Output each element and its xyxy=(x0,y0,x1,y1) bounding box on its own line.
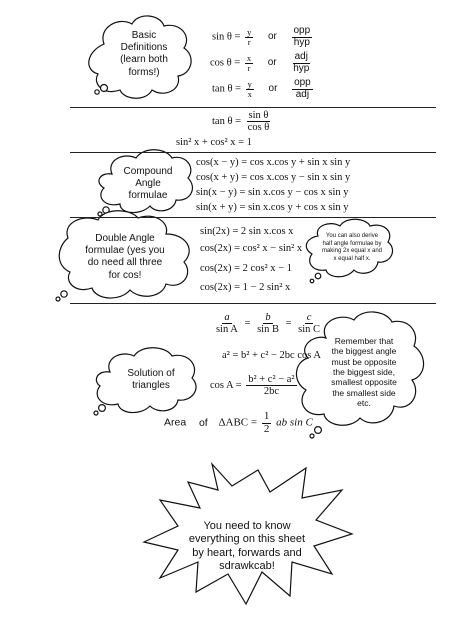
cloud-double-text: Double Angle formulae (yes you do need all three for cos! xyxy=(85,233,165,281)
divider-3 xyxy=(70,217,436,218)
double-formula-4: cos(2x) = 1 − 2 sin² x xyxy=(200,282,291,293)
tan-identity: tan θ = $\frac{\text{sin θ}}{\text{cos θ}}$ xyxy=(212,110,270,134)
divider-4 xyxy=(70,303,436,304)
divider-2 xyxy=(70,152,436,153)
tan-definition: tan θ = $\frac{y}{x}$ or $\frac{\text{opp}}{\text{adj}}$ xyxy=(212,77,311,100)
cloud-basic-bubble-1 xyxy=(101,85,108,92)
cloud-solution-bubble-2 xyxy=(94,411,98,415)
cloud-compound-text: Compound Angle formulae xyxy=(123,166,173,202)
cloud-solution-text: Solution of triangles xyxy=(127,368,175,392)
starburst-text: You need to know everything on this sheet by heart, forwards and sdrawkcab! xyxy=(188,520,306,573)
area-formula: Area of ΔABC = $\frac{1}{2}$ ab sin C xyxy=(164,410,313,435)
cloud-basic-bubble-2 xyxy=(95,90,99,94)
cosine-rule: a² = b² + c² − 2bc cos A xyxy=(222,350,321,361)
cloud-double-bubble-1 xyxy=(61,291,67,297)
compound-formula-1: cos(x − y) = cos x.cos y + sin x sin y xyxy=(196,157,351,168)
double-formula-2: cos(2x) = cos² x − sin² x xyxy=(200,243,303,254)
cos-definition: cos θ = $\frac{x}{r}$ or $\frac{\text{adj}}{\text{hyp}}$ xyxy=(210,51,310,74)
cloud-remember-text: Remember that the biggest angle must be opposite the biggest side, smallest opposite the smallest side etc. xyxy=(331,336,397,409)
cloud-remember-bubble-1 xyxy=(315,427,322,434)
sin-definition: sin θ = $\frac{y}{r}$ or $\frac{\text{opp}}{\text{hyp}}$ xyxy=(212,25,311,48)
double-formula-1: sin(2x) = 2 sin x.cos x xyxy=(200,226,294,237)
double-formula-3: cos(2x) = 2 cos² x − 1 xyxy=(200,263,292,274)
cloud-half-text: You can also derive half angle formulae by making 2x equal x and x equal half x. xyxy=(321,233,383,262)
cloud-solution-bubble-1 xyxy=(99,405,106,412)
cosine-rule-rearranged: cos A = $\frac{\text{b² + c² − a²}}{2bc}$ xyxy=(210,374,295,398)
compound-formula-3: sin(x − y) = sin x.cos y − cos x sin y xyxy=(196,187,349,198)
cloud-basic-text: Basic Definitions (learn both forms!) xyxy=(120,30,168,78)
cloud-half-bubble-1 xyxy=(315,273,321,279)
divider-1 xyxy=(70,107,436,108)
pythagorean-identity: sin² x + cos² x = 1 xyxy=(176,137,252,148)
cloud-double-bubble-2 xyxy=(56,297,60,301)
cloud-half-bubble-2 xyxy=(310,279,314,283)
sine-rule: $\frac{a}{\text{sin A}}$ = $\frac{b}{\text{sin B}}$ = $\frac{c}{\text{sin C}}$ xyxy=(216,312,321,336)
compound-formula-4: sin(x + y) = sin x.cos y + cos x sin y xyxy=(196,202,349,213)
compound-formula-2: cos(x + y) = cos x.cos y − sin x sin y xyxy=(196,172,351,183)
